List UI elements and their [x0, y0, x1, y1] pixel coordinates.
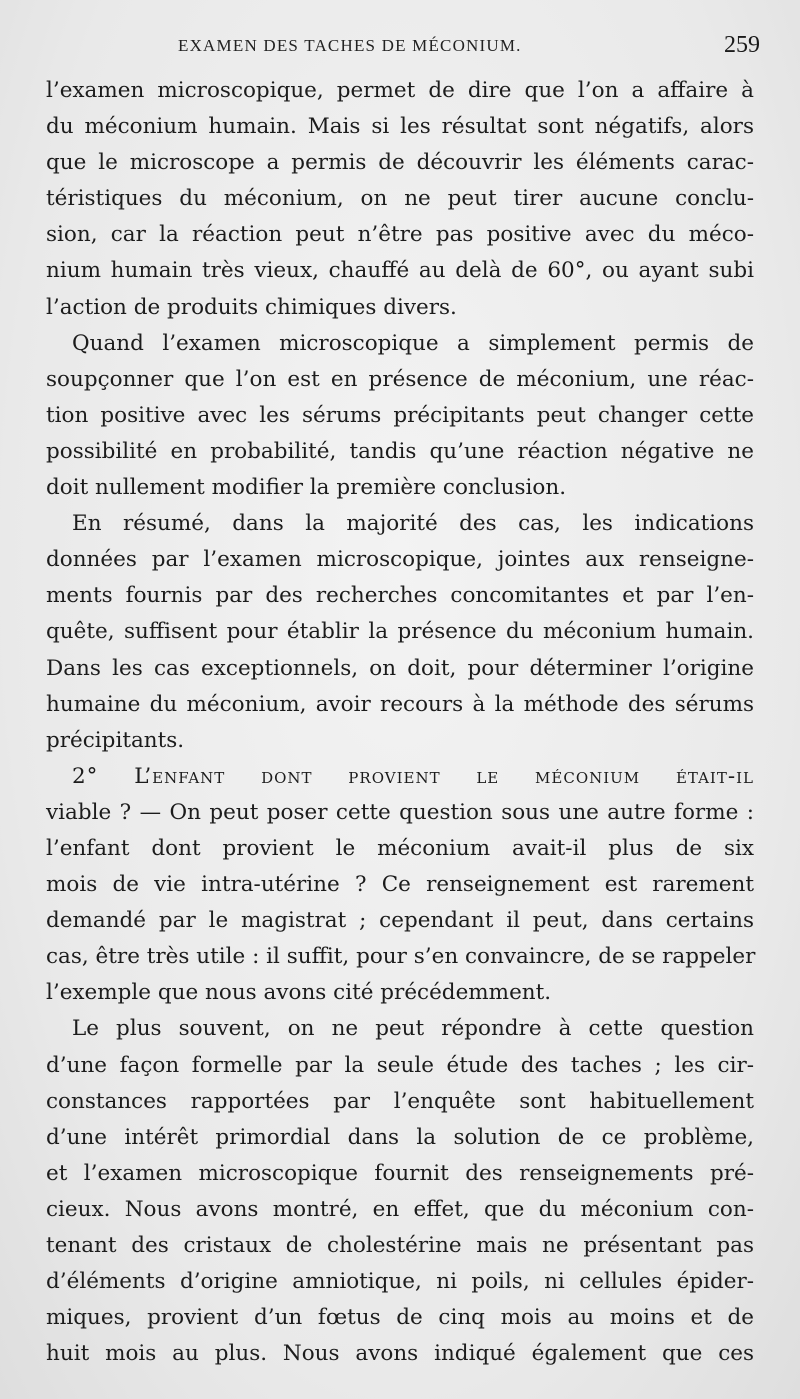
text-line: et l’examen microscopique fournit des renseignements pré-: [46, 1160, 754, 1186]
text-line: tenant des cristaux de cholestérine mais ne présentant pas: [46, 1233, 754, 1258]
text-line: l’enfant dont provient le méconium avait-il plus de six: [46, 835, 754, 861]
text-line: possibilité en probabilité, tandis qu’une réaction négative ne: [46, 438, 754, 464]
text-line: cieux. Nous avons montré, en effet, que du méconium con-: [46, 1196, 754, 1222]
text-line: l’examen microscopique, permet de dire que l’on a affaire à: [46, 78, 754, 103]
text-line: ments fournis par des recherches concomitantes et par l’en-: [46, 583, 754, 609]
text-line: huit mois au plus. Nous avons indiqué également que ces: [46, 1341, 754, 1367]
text-line: d’une intérêt primordial dans la solution de ce problème,: [46, 1124, 754, 1150]
text-line: l’action de produits chimiques divers.: [46, 294, 457, 320]
page-header: [70, 32, 760, 66]
text-line: données par l’examen microscopique, jointes aux renseigne-: [46, 547, 754, 573]
text-line: quête, suffisent pour établir la présence du méconium humain.: [46, 619, 754, 645]
text-line: que le microscope a permis de découvrir les éléments carac-: [46, 150, 754, 176]
text-line: miques, provient d’un fœtus de cinq mois au moins et de: [46, 1305, 754, 1331]
text-line: cas, être très utile : il suffit, pour s’en convaincre, de se rappeler: [46, 944, 756, 970]
text-line: demandé par le magistrat ; cependant il peut, dans certains: [46, 908, 754, 934]
section-heading-line: 2° L’enfant dont provient le méconium était-il: [72, 763, 754, 789]
text-line: nium humain très vieux, chauffé au delà de 60°, ou ayant subi: [46, 258, 754, 284]
text-line: doit nullement modifier la première conclusion.: [46, 475, 567, 501]
text-line: Dans les cas exceptionnels, on doit, pour déterminer l’origine: [46, 655, 754, 681]
text-line: d’une façon formelle par la seule étude des taches ; les cir-: [46, 1052, 754, 1078]
text-line: Le plus souvent, on ne peut répondre à cette question: [72, 1016, 754, 1042]
text-line: sion, car la réaction peut n’être pas positive avec du méco-: [46, 222, 754, 248]
text-line: d’éléments d’origine amniotique, ni poils, ni cellules épider-: [46, 1269, 754, 1295]
text-line: mois de vie intra-utérine ? Ce renseignement est rarement: [46, 872, 754, 898]
text-line: soupçonner que l’on est en présence de méconium, une réac-: [46, 366, 754, 392]
text-line: humaine du méconium, avoir recours à la méthode des sérums: [46, 691, 754, 717]
body-text: [46, 73, 754, 1372]
text-line: viable ? — On peut poser cette question sous une autre forme :: [46, 799, 754, 825]
text-line: précipitants.: [46, 727, 185, 753]
text-line: tion positive avec les sérums précipitants peut changer cette: [46, 402, 754, 428]
page-number: 259: [724, 32, 760, 58]
text-line: l’exemple que nous avons cité précédemment.: [46, 980, 552, 1006]
text-line: du méconium humain. Mais si les résultat sont négatifs, alors: [46, 114, 754, 140]
running-head: EXAMEN DES TACHES DE MÉCONIUM.: [178, 36, 522, 55]
text-line: téristiques du méconium, on ne peut tirer aucune conclu-: [46, 186, 754, 212]
text-line: En résumé, dans la majorité des cas, les indications: [72, 511, 754, 537]
text-line: Quand l’examen microscopique a simplement permis de: [72, 330, 754, 356]
text-line: constances rapportées par l’enquête sont habituellement: [46, 1088, 754, 1114]
